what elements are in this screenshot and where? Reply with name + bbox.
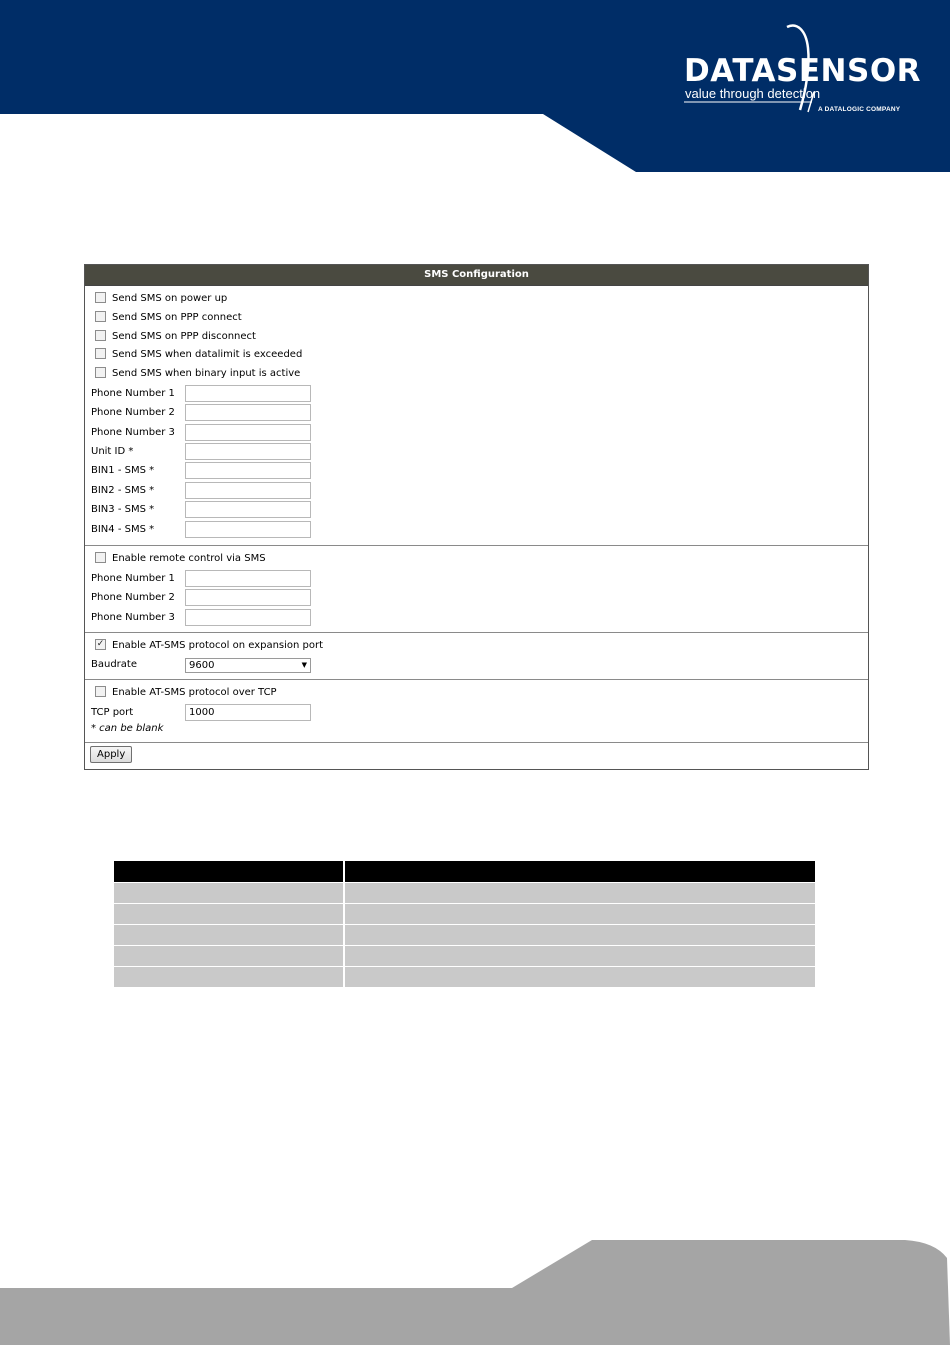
table-cell — [344, 925, 815, 946]
table-row — [114, 946, 815, 967]
bin2-sms-input[interactable] — [185, 482, 311, 499]
data-table — [114, 861, 815, 988]
bin3-sms-input[interactable] — [185, 501, 311, 518]
table-row — [114, 883, 815, 904]
apply-button[interactable]: Apply — [90, 746, 132, 763]
baudrate-select[interactable] — [185, 658, 311, 673]
checkbox-label: Enable remote control via SMS — [112, 553, 266, 564]
baudrate-label: Baudrate — [91, 659, 137, 670]
field-label: Phone Number 2 — [91, 407, 175, 418]
checkbox[interactable] — [95, 367, 106, 378]
checkbox-row-binary-input[interactable] — [91, 365, 300, 383]
logo-company: A DATALOGIC COMPANY — [818, 106, 901, 113]
remote-phone-number-1-input[interactable] — [185, 570, 311, 587]
field-label: Phone Number 3 — [91, 427, 175, 438]
checkbox-row-power-up[interactable] — [91, 290, 227, 308]
field-label: BIN3 - SMS * — [91, 504, 155, 515]
field-label: Phone Number 1 — [91, 388, 175, 399]
checkbox-label: Send SMS when datalimit is exceeded — [112, 349, 303, 360]
checkbox-row-at-sms-tcp[interactable] — [91, 684, 277, 702]
checkbox-label: Send SMS on power up — [112, 293, 228, 304]
table-header-cell — [114, 861, 344, 883]
field-label: BIN2 - SMS * — [91, 485, 155, 496]
unit-id-input[interactable] — [185, 443, 311, 460]
chevron-down-icon: ▼ — [301, 661, 307, 669]
table-cell — [114, 883, 344, 904]
checkbox[interactable] — [95, 348, 106, 359]
panel-title: SMS Configuration — [85, 265, 868, 286]
table-cell — [114, 925, 344, 946]
phone-number-3-input[interactable] — [185, 424, 311, 441]
apply-section — [85, 742, 868, 769]
phone-number-2-input[interactable] — [185, 404, 311, 421]
footer-banner — [0, 1230, 950, 1345]
table-cell — [114, 967, 344, 988]
field-label: Phone Number 2 — [91, 592, 175, 603]
checkbox[interactable] — [95, 311, 106, 322]
phone-number-1-input[interactable] — [185, 385, 311, 402]
table-cell — [114, 904, 344, 925]
field-label: Unit ID * — [91, 446, 134, 457]
checkbox-label: Send SMS when binary input is active — [112, 368, 301, 379]
checkbox[interactable] — [95, 686, 106, 697]
bin1-sms-input[interactable] — [185, 462, 311, 479]
checkbox[interactable] — [95, 292, 106, 303]
checkbox-label: Send SMS on PPP disconnect — [112, 331, 256, 342]
field-label: BIN4 - SMS * — [91, 524, 155, 535]
checkbox[interactable] — [95, 552, 106, 563]
checkbox-row-ppp-connect[interactable] — [91, 309, 242, 327]
sms-configuration-panel — [84, 264, 869, 770]
checkbox[interactable] — [95, 330, 106, 341]
table-cell — [114, 946, 344, 967]
table-cell — [344, 946, 815, 967]
tcp-port-input[interactable]: 1000 — [185, 704, 311, 721]
section-divider — [85, 545, 868, 546]
checkbox-row-datalimit[interactable] — [91, 346, 302, 364]
section-divider — [85, 632, 868, 633]
tcp-port-label: TCP port — [91, 707, 134, 718]
baudrate-value: 9600 — [189, 660, 215, 671]
bin4-sms-input[interactable] — [185, 521, 311, 538]
field-label: Phone Number 3 — [91, 612, 175, 623]
field-label: Phone Number 1 — [91, 573, 175, 584]
table-row — [114, 925, 815, 946]
checkbox-row-ppp-disconnect[interactable] — [91, 328, 256, 346]
field-label: BIN1 - SMS * — [91, 465, 155, 476]
remote-phone-number-3-input[interactable] — [185, 609, 311, 626]
checkbox-checked[interactable]: ✓ — [96, 638, 105, 649]
blank-note: * can be blank — [91, 723, 164, 734]
checkbox-label: Enable AT-SMS protocol over TCP — [112, 687, 277, 698]
logo-wordmark: DATASENSOR — [684, 53, 922, 89]
remote-phone-number-2-input[interactable] — [185, 589, 311, 606]
table-header-cell — [344, 861, 815, 883]
table-row — [114, 967, 815, 988]
checkbox-row-at-sms-expansion[interactable] — [91, 637, 323, 655]
checkbox-label: Send SMS on PPP connect — [112, 312, 242, 323]
logo-tagline: value through detection — [685, 86, 821, 101]
table-cell — [344, 883, 815, 904]
table-row — [114, 904, 815, 925]
checkbox-label: Enable AT-SMS protocol on expansion port — [112, 640, 324, 651]
table-header-row — [114, 861, 815, 883]
checkbox-row-remote-control[interactable] — [91, 550, 266, 568]
section-divider — [85, 679, 868, 680]
table-cell — [344, 904, 815, 925]
table-cell — [344, 967, 815, 988]
